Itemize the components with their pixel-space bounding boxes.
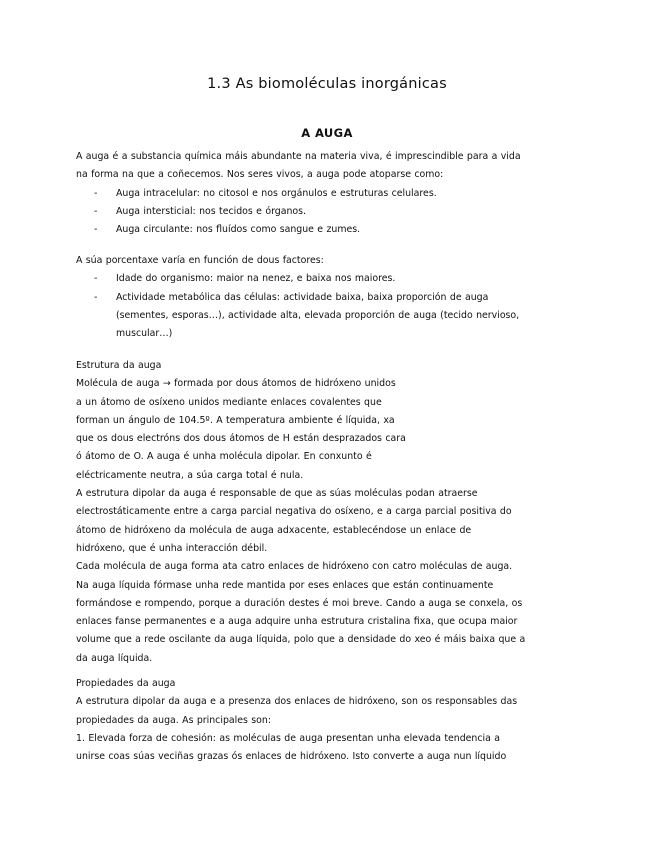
- bullet: -: [94, 224, 98, 236]
- text-line: Na auga líquida fórmase unha rede mantida por eses enlaces que están continuamente: [76, 579, 494, 591]
- list-item-text: Auga intracelular: no citosol e nos orgánulos e estruturas celulares.: [116, 187, 437, 199]
- text-line: A estrutura dipolar da auga é responsable de que as súas moléculas podan atraerse: [76, 488, 478, 500]
- text-line: eléctricamente neutra, a súa carga total é nula.: [76, 469, 304, 481]
- properties-section: [76, 675, 578, 766]
- text-line: volume que a rede oscilante da auga líquida, polo que a densidade do xeo é máis baixa que a: [76, 634, 526, 646]
- text-line: forman un ángulo de 104.5º. A temperatura ambiente é líquida, xa: [76, 414, 395, 426]
- bullet: -: [94, 205, 98, 217]
- text-line: A estrutura dipolar da auga e a presenza dos enlaces de hidróxeno, son os responsables das: [76, 696, 518, 708]
- list-item: [76, 270, 578, 288]
- text-line: enlaces fanse permanentes e a auga adquire unha estrutura cristalina fixa, que ocupa maior: [76, 616, 518, 628]
- text-line: que os dous electróns dos dous átomos de H están desprazados cara: [76, 433, 406, 445]
- narrow-text-block: [76, 375, 441, 485]
- bullet: -: [94, 291, 98, 303]
- list-item: [76, 185, 578, 203]
- text-line: Cada molécula de auga forma ata catro enlaces de hidróxeno con catro moléculas de auga.: [76, 561, 513, 573]
- text-line: hidróxeno, que é unha interacción débil.: [76, 542, 268, 554]
- text-line: propiedades da auga. As principales son:: [76, 714, 271, 726]
- list-item-text: Idade do organismo: maior na nenez, e baixa nos maiores.: [116, 273, 396, 285]
- text-line: da auga líquida.: [76, 652, 153, 664]
- text-line: A súa porcentaxe varía en función de dous factores:: [76, 255, 324, 266]
- text-line: Molécula de auga → formada por dous átomos de hidróxeno unidos: [76, 378, 396, 390]
- subsection-heading: Estrutura da auga: [76, 360, 162, 371]
- bullet: -: [94, 187, 98, 199]
- subsection-heading: Propiedades da auga: [76, 678, 176, 689]
- percentage-section: [76, 252, 578, 343]
- structure-section: [76, 357, 578, 668]
- list-item-line: Actividade metabólica das células: actividade baixa, baixa proporción de auga: [116, 291, 489, 303]
- list-item-line: (sementes, esporas…), actividade alta, elevada proporción de auga (tecido nervioso,: [116, 309, 520, 321]
- list-item-text: Auga intersticial: nos tecidos e órganos.: [116, 205, 306, 217]
- text-line: a un átomo de osíxeno unidos mediante enlaces covalentes que: [76, 396, 382, 408]
- chapter-title: 1.3 As biomoléculas inorgánicas: [207, 76, 447, 92]
- text-line: formándose e rompendo, porque a duración destes é moi breve. Cando a auga se conxela, os: [76, 597, 523, 609]
- text-line: na forma na que a coñecemos. Nos seres vivos, a auga pode atoparse como:: [76, 169, 444, 181]
- bullet: -: [94, 273, 98, 285]
- text-line: electrostáticamente entre a carga parcial negativa do osíxeno, e a carga parcial positiva do: [76, 506, 512, 518]
- list-item: [76, 203, 578, 221]
- intro-section: [76, 148, 578, 239]
- text-line: ó átomo de O. A auga é unha molécula dipolar. En conxunto é: [76, 451, 372, 463]
- section-title: A AUGA: [301, 126, 353, 140]
- list-item-text: Auga circulante: nos fluídos como sangue e zumes.: [116, 224, 361, 236]
- list-item: [76, 289, 578, 344]
- text-line: A auga é a substancia química máis abundante na materia viva, é imprescindible para a vida: [76, 151, 521, 162]
- list-item-line: muscular…): [116, 328, 173, 340]
- text-line: unirse coas súas veciñas grazas ós enlaces de hidróxeno. Isto converte a auga nun líquido: [76, 751, 507, 763]
- text-line: átomo de hidróxeno da molécula de auga adxacente, establecéndose un enlace de: [76, 524, 472, 536]
- text-line: 1. Elevada forza de cohesión: as moléculas de auga presentan unha elevada tendencia a: [76, 732, 500, 744]
- list-item: [76, 221, 578, 239]
